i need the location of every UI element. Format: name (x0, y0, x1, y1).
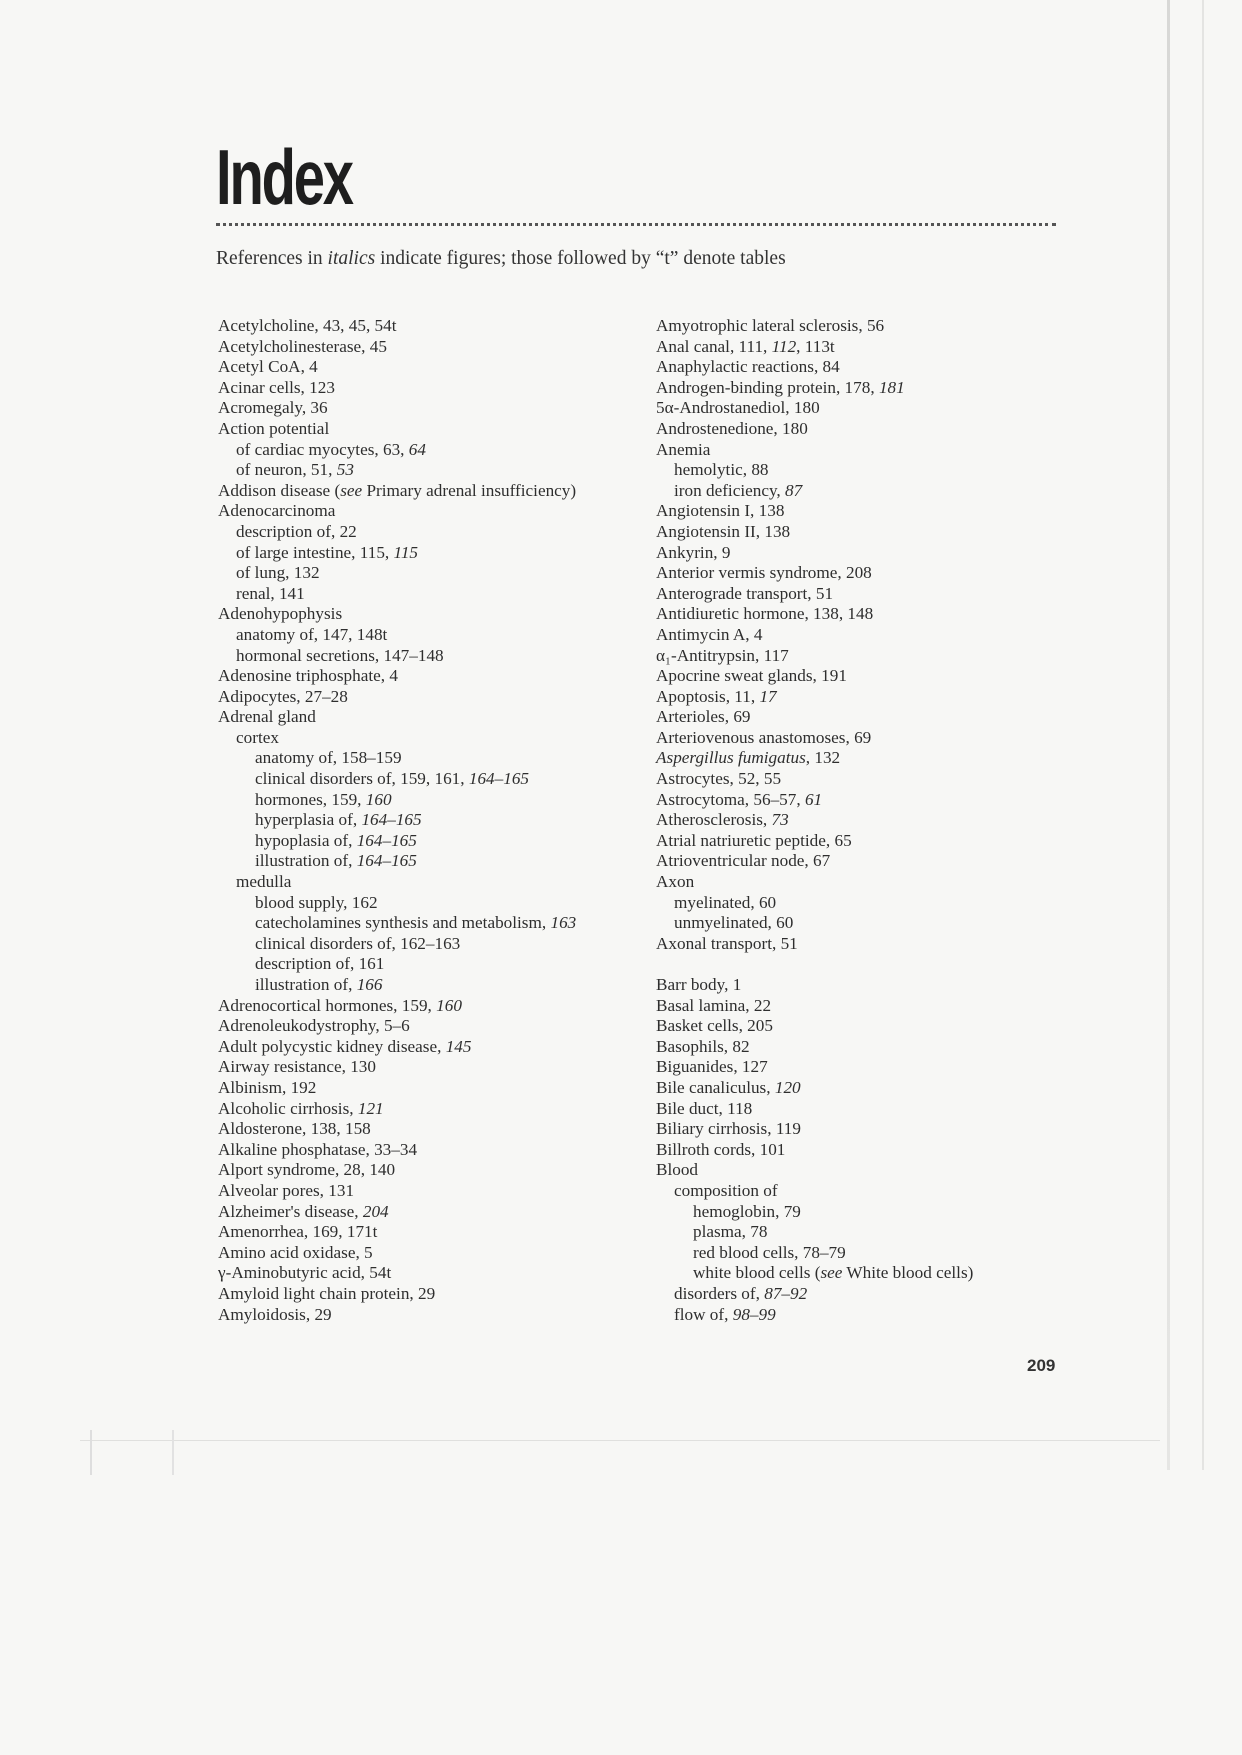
index-entry (218, 707, 638, 728)
index-entry-text: myelinated, 60 (674, 892, 777, 912)
index-entry (656, 1140, 1086, 1161)
index-entry (656, 378, 1086, 399)
index-entry (656, 1016, 1086, 1037)
index-entry (218, 419, 638, 440)
index-entry-text: Amino acid oxidase, 5 (218, 1242, 373, 1262)
index-entry (218, 1037, 638, 1058)
index-entry (218, 687, 638, 708)
index-entry (218, 481, 638, 502)
index-entry (656, 975, 1086, 996)
index-subentry (218, 954, 638, 975)
index-entry-text: of large intestine, 115, (236, 542, 394, 562)
index-entry-text: Androgen-binding protein, 178, (656, 377, 879, 397)
index-entry-italic-text: 115 (393, 542, 419, 562)
index-entry-text: Bile duct, 118 (656, 1098, 753, 1118)
index-entry (218, 1202, 638, 1223)
index-subentry (656, 913, 1086, 934)
index-entry (218, 1016, 638, 1037)
index-entry-italic-text: see (820, 1263, 843, 1283)
index-entry-italic-text: 121 (357, 1098, 384, 1118)
index-entry (218, 1057, 638, 1078)
index-subentry (218, 831, 638, 852)
index-entry (218, 337, 638, 358)
index-entry-text: Adult polycystic kidney disease, (218, 1036, 446, 1056)
index-entry (656, 769, 1086, 790)
index-entry-italic-text: see (340, 480, 363, 500)
index-subentry (656, 1202, 1086, 1223)
index-entry-text: Billroth cords, 101 (656, 1139, 786, 1159)
index-entry-italic-text: 166 (356, 975, 383, 994)
index-entry (218, 1284, 638, 1305)
index-entry-text: anatomy of, 147, 148t (236, 624, 388, 644)
index-note-italic: italics (327, 248, 376, 269)
index-subentry (218, 810, 638, 831)
index-subentry (218, 728, 638, 749)
index-entry (656, 625, 1086, 646)
index-entry-italic-text: 120 (774, 1077, 801, 1097)
index-entry-text: Barr body, 1 (656, 975, 742, 994)
index-entry (218, 1263, 638, 1284)
index-entry-text: of cardiac myocytes, 63, (236, 439, 409, 459)
index-subentry (218, 646, 638, 667)
index-entry-text: hypoplasia of, (255, 830, 357, 850)
index-entry (656, 748, 1086, 769)
scan-bottom-line (80, 1440, 1160, 1441)
index-entry-text: Blood (656, 1160, 699, 1180)
index-entry-text: Arteriovenous anastomoses, 69 (656, 727, 872, 747)
index-subentry (656, 1222, 1086, 1243)
index-entry-text: Adrenocortical hormones, 159, (218, 995, 437, 1015)
index-letter-gap (656, 954, 1086, 975)
index-entry (656, 790, 1086, 811)
index-entry-text: unmyelinated, 60 (674, 913, 794, 933)
index-note-suffix: indicate figures; those followed by “t” denote tables (375, 248, 786, 269)
index-entry (656, 337, 1086, 358)
index-column-right (656, 316, 1086, 1325)
index-entry-text: Angiotensin I, 138 (656, 501, 785, 521)
index-entry-italic-text: 87 (785, 480, 803, 500)
index-entry-italic-text: 164–165 (356, 830, 417, 850)
index-entry-text: Amyotrophic lateral sclerosis, 56 (656, 316, 885, 335)
index-entry (656, 584, 1086, 605)
index-entry-text: Apocrine sweat glands, 191 (656, 666, 847, 686)
index-entry (218, 378, 638, 399)
index-entry-text: Adipocytes, 27–28 (218, 686, 348, 706)
index-subentry (218, 872, 638, 893)
index-entry-text: iron deficiency, (674, 480, 786, 500)
index-entry-italic-text: 164–165 (468, 769, 530, 789)
index-entry-text: , 132 (805, 748, 841, 768)
index-entry-text: flow of, (674, 1304, 733, 1324)
title-divider (216, 223, 1056, 226)
index-entry-text: medulla (236, 872, 292, 892)
index-entry (218, 1222, 638, 1243)
index-entry-text: White blood cells) (842, 1263, 974, 1283)
index-entry-text: composition of (674, 1180, 778, 1200)
index-entry-text: Ankyrin, 9 (656, 542, 731, 562)
index-entry-text: γ-Aminobutyric acid, 54t (218, 1263, 392, 1283)
index-subentry (218, 563, 638, 584)
index-entry-text: Alkaline phosphatase, 33–34 (218, 1139, 418, 1159)
index-entry-italic-text: 87–92 (764, 1283, 808, 1303)
index-entry-italic-text: 17 (759, 686, 777, 706)
index-entry-text: cortex (236, 727, 279, 747)
index-entry-italic-text: 64 (408, 439, 426, 459)
index-subentry (218, 543, 638, 564)
index-entry (656, 316, 1086, 337)
scan-edge-line (1167, 0, 1170, 1470)
index-entry (656, 1078, 1086, 1099)
index-column-left (218, 316, 638, 1325)
scan-edge-line (1202, 0, 1204, 1470)
index-entry-text: Antimycin A, 4 (656, 624, 763, 644)
index-entry-text: Adrenal gland (218, 707, 316, 727)
index-entry (656, 996, 1086, 1017)
index-entry-text: Acetyl CoA, 4 (218, 357, 318, 377)
page-number: 209 (1027, 1356, 1056, 1375)
index-entry-text: of lung, 132 (236, 563, 320, 583)
index-entry (656, 707, 1086, 728)
index-entry-text: Addison disease ( (218, 480, 341, 500)
index-entry-italic-text: 145 (445, 1036, 472, 1056)
index-entry-text: disorders of, (674, 1283, 765, 1303)
index-entry-text: Axon (656, 872, 695, 892)
index-entry-italic-text: 160 (365, 789, 392, 809)
index-entry-text: Androstenedione, 180 (656, 418, 808, 438)
index-entry (218, 316, 638, 337)
index-subentry (656, 1284, 1086, 1305)
index-entry-text: Acromegaly, 36 (218, 398, 328, 418)
index-entry-italic-text: 204 (362, 1201, 389, 1221)
index-entry (656, 728, 1086, 749)
index-entry-text: plasma, 78 (693, 1222, 768, 1242)
index-entry-text: Bile canaliculus, (656, 1077, 775, 1097)
index-entry-text: hormonal secretions, 147–148 (236, 645, 444, 665)
index-subentry (656, 893, 1086, 914)
index-entry-text: hemolytic, 88 (674, 460, 769, 480)
index-entry-text: white blood cells ( (693, 1263, 821, 1283)
index-subentry (656, 1305, 1086, 1326)
index-subentry (218, 975, 638, 996)
index-entry-text: Aldosterone, 138, 158 (218, 1119, 371, 1139)
index-entry (218, 398, 638, 419)
index-entry-text: Adrenoleukodystrophy, 5–6 (218, 1016, 410, 1036)
index-entry (656, 1160, 1086, 1181)
index-subentry (656, 1263, 1086, 1284)
index-entry (656, 604, 1086, 625)
page-title: Index (216, 133, 352, 221)
index-entry-text: Atherosclerosis, (656, 810, 772, 830)
index-entry-text: Alzheimer's disease, (218, 1201, 363, 1221)
index-entry-text: Biliary cirrhosis, 119 (656, 1119, 801, 1139)
index-entry-text: renal, 141 (236, 583, 305, 603)
index-entry (656, 810, 1086, 831)
index-subentry (218, 584, 638, 605)
index-entry (218, 501, 638, 522)
index-entry (656, 851, 1086, 872)
index-entry-text: description of, 22 (236, 521, 357, 541)
index-entry-text: of neuron, 51, (236, 460, 337, 480)
index-entry (656, 1119, 1086, 1140)
index-entry-text: Biguanides, 127 (656, 1057, 768, 1077)
index-entry-text: hyperplasia of, (255, 810, 362, 830)
index-subentry (218, 851, 638, 872)
index-entry-text: Astrocytoma, 56–57, (656, 789, 805, 809)
index-entry-text: Alport syndrome, 28, 140 (218, 1160, 396, 1180)
index-entry (218, 1160, 638, 1181)
index-entry-text: illustration of, (255, 851, 357, 871)
index-entry-text: Adenosine triphosphate, 4 (218, 666, 398, 686)
index-entry (218, 666, 638, 687)
index-entry-text: blood supply, 162 (255, 892, 378, 912)
index-entry-text: description of, 161 (255, 954, 385, 974)
index-entry (218, 604, 638, 625)
index-entry (656, 872, 1086, 893)
index-entry-text: Anal canal, 111, (656, 336, 772, 356)
index-entry-italic-text: 160 (436, 995, 462, 1015)
index-entry-text: Adenohypophysis (218, 604, 343, 624)
index-entry (218, 1140, 638, 1161)
index-entry-text: hemoglobin, 79 (693, 1201, 801, 1221)
index-entry (218, 1181, 638, 1202)
index-entry (656, 440, 1086, 461)
index-entry-italic-text: Aspergillus fumigatus (656, 748, 806, 768)
index-entry (656, 1037, 1086, 1058)
index-entry (656, 1099, 1086, 1120)
index-entry-text: Acetylcholinesterase, 45 (218, 336, 387, 356)
index-entry-italic-text: 53 (336, 460, 354, 480)
index-entry (218, 1119, 638, 1140)
index-subentry (218, 769, 638, 790)
index-note (216, 246, 1076, 272)
index-entry-text: Amyloidosis, 29 (218, 1304, 332, 1324)
index-entry-text: Alcoholic cirrhosis, (218, 1098, 358, 1118)
index-subentry (218, 440, 638, 461)
index-entry-text: Acinar cells, 123 (218, 377, 335, 397)
index-entry-text: Antidiuretic hormone, 138, 148 (656, 604, 874, 624)
index-subentry (218, 460, 638, 481)
index-entry-text: , 113t (796, 336, 835, 356)
index-subentry (218, 625, 638, 646)
index-subentry (218, 748, 638, 769)
index-entry (656, 666, 1086, 687)
index-entry-text: Axonal transport, 51 (656, 933, 798, 953)
index-entry-text: Acetylcholine, 43, 45, 54t (218, 316, 397, 335)
index-subentry (656, 460, 1086, 481)
index-entry-text: Astrocytes, 52, 55 (656, 769, 782, 789)
index-entry-text: Anterograde transport, 51 (656, 583, 834, 603)
index-entry-italic-text: 164–165 (356, 851, 417, 871)
index-entry-text: illustration of, (255, 975, 357, 994)
index-entry (218, 1243, 638, 1264)
index-entry-text: Airway resistance, 130 (218, 1057, 376, 1077)
index-subentry (218, 934, 638, 955)
index-entry (656, 563, 1086, 584)
index-entry-text: Basophils, 82 (656, 1036, 750, 1056)
index-entry-text: 5α-Androstanediol, 180 (656, 398, 820, 418)
index-subentry (656, 1181, 1086, 1202)
index-entry-text: Atrial natriuretic peptide, 65 (656, 830, 852, 850)
index-entry-italic-text: 164–165 (361, 810, 422, 830)
index-entry-text: catecholamines synthesis and metabolism, (255, 913, 551, 933)
index-entry-italic-text: 98–99 (732, 1304, 776, 1324)
index-subentry (218, 790, 638, 811)
index-entry-italic-text: 61 (804, 789, 823, 809)
index-entry-text: Basket cells, 205 (656, 1016, 773, 1036)
index-entry-text: α₁-Antitrypsin, 117 (656, 645, 789, 665)
index-entry (656, 543, 1086, 564)
index-entry-text: Atrioventricular node, 67 (656, 851, 831, 871)
index-entry-text: clinical disorders of, 159, 161, (255, 769, 469, 789)
index-entry (656, 398, 1086, 419)
index-entry (656, 1057, 1086, 1078)
index-entry-text: red blood cells, 78–79 (693, 1242, 846, 1262)
index-entry (656, 419, 1086, 440)
index-entry-text: Amyloid light chain protein, 29 (218, 1283, 436, 1303)
index-entry-text: Alveolar pores, 131 (218, 1180, 355, 1200)
index-entry-text: anatomy of, 158–159 (255, 748, 402, 768)
index-subentry (656, 481, 1086, 502)
index-entry (656, 357, 1086, 378)
index-subentry (218, 913, 638, 934)
index-entry-text: hormones, 159, (255, 789, 366, 809)
index-entry-text: Basal lamina, 22 (656, 995, 772, 1015)
index-entry-text: Anemia (656, 439, 711, 459)
index-entry (656, 831, 1086, 852)
index-entry-text: Arterioles, 69 (656, 707, 751, 727)
index-note-prefix: References in (216, 248, 328, 269)
index-entry-italic-text: 73 (771, 810, 789, 830)
index-entry (218, 357, 638, 378)
index-entry-text: Anaphylactic reactions, 84 (656, 357, 840, 377)
index-entry (656, 501, 1086, 522)
index-entry-text: Primary adrenal insufficiency) (362, 480, 577, 500)
index-entry (656, 522, 1086, 543)
index-entry-text: Adenocarcinoma (218, 501, 336, 521)
index-entry (218, 1099, 638, 1120)
index-entry-text: Anterior vermis syndrome, 208 (656, 563, 872, 583)
index-subentry (656, 1243, 1086, 1264)
index-entry (218, 1305, 638, 1326)
index-entry (656, 646, 1086, 667)
index-entry (218, 1078, 638, 1099)
index-entry-text: Albinism, 192 (218, 1077, 317, 1097)
index-entry-text: Action potential (218, 418, 330, 438)
index-entry (218, 996, 638, 1017)
scan-binding-mark (90, 1430, 174, 1475)
index-entry-text: clinical disorders of, 162–163 (255, 933, 461, 953)
index-entry-text: Amenorrhea, 169, 171t (218, 1222, 378, 1242)
index-entry-italic-text: 112 (771, 336, 797, 356)
index-entry-text: Apoptosis, 11, (656, 686, 760, 706)
index-entry (656, 934, 1086, 955)
index-subentry (218, 522, 638, 543)
index-subentry (218, 893, 638, 914)
index-entry-italic-text: 181 (878, 377, 905, 397)
index-entry-text: Angiotensin II, 138 (656, 521, 791, 541)
index-entry (656, 687, 1086, 708)
index-entry-italic-text: 163 (550, 913, 577, 933)
